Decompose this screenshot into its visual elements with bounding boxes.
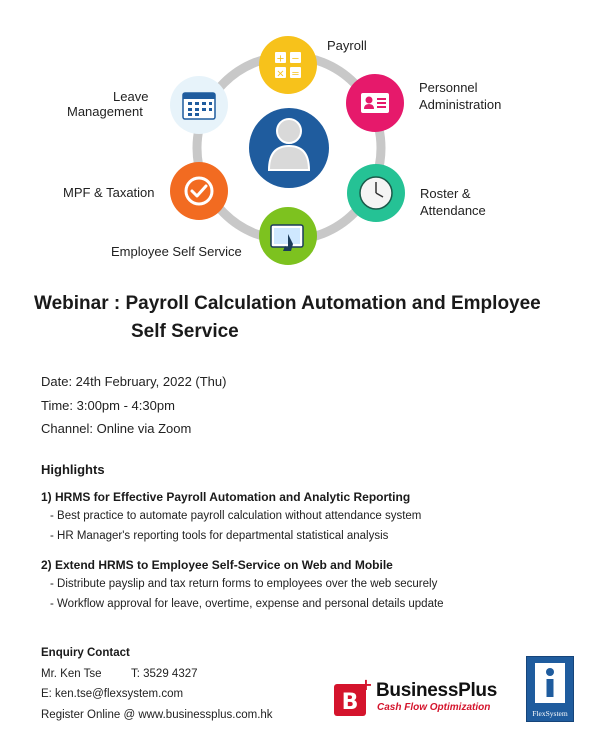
personnel-card-icon	[346, 74, 404, 132]
flexsystem-logo	[526, 656, 574, 722]
businessplus-tagline: Cash Flow Optimization	[377, 702, 491, 713]
event-channel: Channel: Online via Zoom	[41, 421, 192, 436]
highlight-section-1-bullet-1: - Best practice to automate payroll calculation without attendance system	[50, 510, 422, 522]
register-online-text: Register Online @ www.businessplus.com.hk	[41, 709, 273, 721]
roster-label-line2: Attendance	[420, 203, 486, 218]
flexsystem-name: FlexSystem	[532, 709, 568, 718]
module-diagram-graphic	[0, 0, 600, 280]
highlight-section-2-bullet-2: - Workflow approval for leave, overtime, expense and personal details update	[50, 598, 444, 610]
webinar-title-line2: Self Service	[131, 321, 239, 342]
module-diagram	[0, 0, 600, 280]
center-user-icon	[249, 108, 329, 188]
event-time: Time: 3:00pm - 4:30pm	[41, 398, 175, 413]
register-online-link[interactable]	[41, 709, 273, 721]
tablet-touch-icon	[259, 207, 317, 265]
highlights-heading: Highlights	[41, 462, 105, 477]
businessplus-name: BusinessPlus	[376, 680, 498, 701]
payroll-label: Payroll	[327, 38, 367, 53]
enquiry-email[interactable]	[41, 688, 183, 700]
highlight-section-1-title: 1) HRMS for Effective Payroll Automation and Analytic Reporting	[41, 490, 411, 504]
highlight-section-2-title: 2) Extend HRMS to Employee Self-Service on Web and Mobile	[41, 558, 393, 572]
calendar-icon	[170, 76, 228, 134]
svg-text:−: −	[291, 53, 300, 65]
personnel-label-line2: Administration	[419, 97, 502, 112]
enquiry-name: Mr. Ken Tse	[41, 668, 102, 680]
enquiry-heading: Enquiry Contact	[41, 647, 130, 659]
businessplus-mark-icon	[332, 676, 374, 718]
clock-icon	[347, 164, 405, 222]
svg-text:×: ×	[276, 68, 285, 80]
svg-text:B: B	[341, 690, 359, 715]
svg-text:+: +	[359, 676, 373, 694]
flexsystem-info-icon	[527, 657, 573, 707]
webinar-title	[34, 290, 574, 346]
checkmark-icon	[170, 162, 228, 220]
leave-label-line1: Leave	[113, 89, 149, 104]
svg-text:+: +	[276, 53, 285, 65]
highlight-section-1-bullet-2: - HR Manager's reporting tools for departmental statistical analysis	[50, 530, 389, 542]
mpf-label: MPF & Taxation	[63, 185, 155, 200]
event-date: Date: 24th February, 2022 (Thu)	[41, 374, 227, 389]
highlight-section-2-bullet-1: - Distribute payslip and tax return forms to employees over the web securely	[50, 578, 438, 590]
leave-label-line2: Management	[67, 104, 143, 119]
svg-text:=: =	[291, 68, 300, 80]
enquiry-email-text: E: ken.tse@flexsystem.com	[41, 688, 184, 700]
roster-label-line1: Roster &	[420, 186, 471, 201]
payroll-icon	[259, 36, 317, 94]
enquiry-phone: T: 3529 4327	[131, 668, 198, 680]
ess-label: Employee Self Service	[111, 244, 242, 259]
webinar-title-line1: Webinar : Payroll Calculation Automation and Employee	[34, 293, 541, 314]
personnel-label-line1: Personnel	[419, 80, 478, 95]
